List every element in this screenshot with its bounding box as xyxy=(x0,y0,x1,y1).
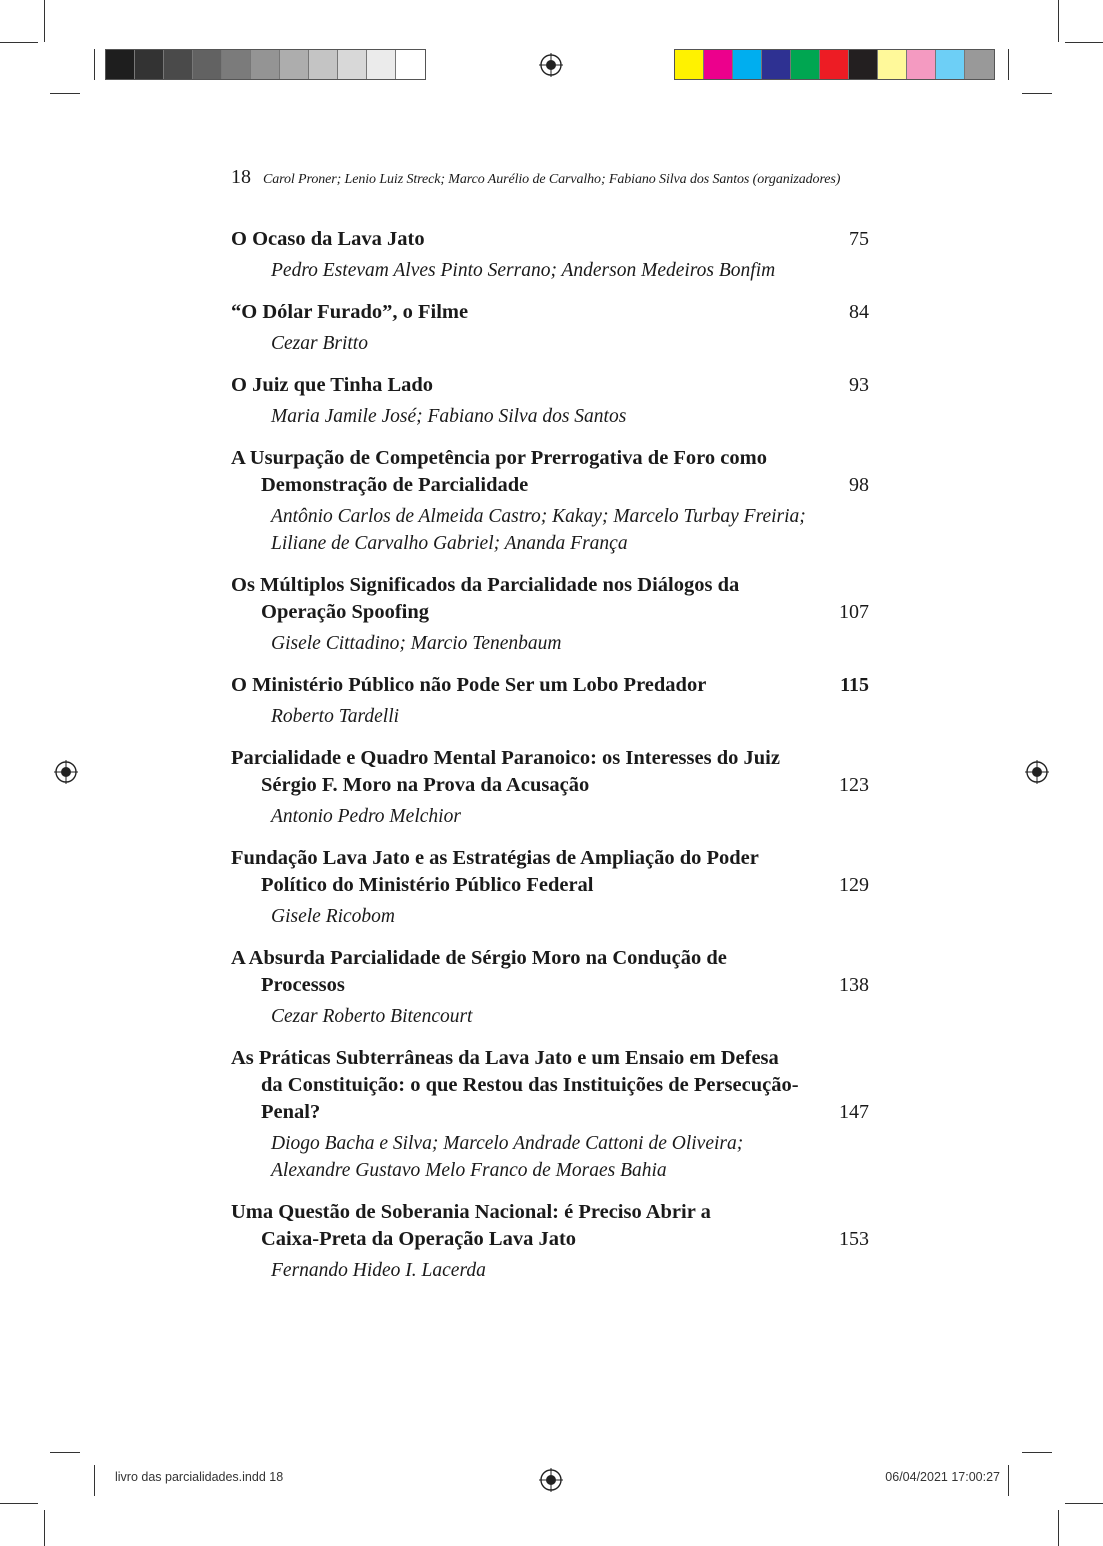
toc-author-line: Diogo Bacha e Silva; Marcelo Andrade Cattoni de Oliveira; xyxy=(271,1133,744,1154)
toc-title-row xyxy=(231,1199,869,1253)
crop-mark xyxy=(1065,1503,1103,1504)
toc-title xyxy=(231,372,809,399)
toc-page-number: 123 xyxy=(839,774,869,796)
toc-author-line: Gisele Cittadino; Marcio Tenenbaum xyxy=(271,633,562,654)
registration-mark-icon xyxy=(539,53,563,77)
crop-mark xyxy=(0,1503,38,1504)
table-of-contents xyxy=(231,226,869,1299)
toc-title-line: Fundação Lava Jato e as Estratégias de Ampliação do Poder xyxy=(231,847,759,869)
color-swatch xyxy=(367,50,396,79)
crop-mark xyxy=(50,1452,80,1453)
toc-page-number: 93 xyxy=(849,374,869,396)
slug-filename: livro das parcialidades.indd 18 xyxy=(115,1470,284,1484)
color-swatch xyxy=(309,50,338,79)
toc-title xyxy=(231,845,809,899)
toc-page-number: 107 xyxy=(839,601,869,623)
toc-title xyxy=(231,445,809,499)
crop-mark xyxy=(1058,1510,1059,1546)
toc-author xyxy=(231,1257,869,1284)
color-swatch xyxy=(820,50,849,79)
color-swatch xyxy=(222,50,251,79)
toc-entry xyxy=(231,1199,869,1284)
color-swatch xyxy=(338,50,367,79)
crop-mark xyxy=(1008,49,1009,80)
color-swatch xyxy=(762,50,791,79)
toc-author-line: Cezar Britto xyxy=(271,333,368,354)
process-color-bar xyxy=(674,49,995,80)
toc-title-row xyxy=(231,945,869,999)
toc-author xyxy=(231,503,869,557)
crop-mark xyxy=(94,1465,95,1496)
toc-title-row xyxy=(231,845,869,899)
toc-author-line: Cezar Roberto Bitencourt xyxy=(271,1006,473,1027)
toc-title-row xyxy=(231,445,869,499)
toc-entry xyxy=(231,445,869,557)
toc-title xyxy=(231,945,809,999)
toc-author xyxy=(231,703,869,730)
toc-title xyxy=(231,745,809,799)
toc-title-line: Parcialidade e Quadro Mental Paranoico: os Interesses do Juiz xyxy=(231,747,780,769)
toc-title-line: da Constituição: o que Restou das Instituições de Persecução- xyxy=(261,1074,799,1096)
toc-author-line: Fernando Hideo I. Lacerda xyxy=(271,1260,486,1281)
toc-page-number: 75 xyxy=(849,228,869,250)
color-swatch xyxy=(164,50,193,79)
registration-mark-icon xyxy=(1025,760,1049,784)
color-swatch xyxy=(396,50,425,79)
crop-mark xyxy=(1022,1452,1052,1453)
color-swatch xyxy=(936,50,965,79)
running-head-authors: Carol Proner; Lenio Luiz Streck; Marco Aurélio de Carvalho; Fabiano Silva dos Santos (organizadores) xyxy=(263,172,841,187)
toc-entry xyxy=(231,299,869,357)
toc-page-number: 147 xyxy=(839,1101,869,1123)
toc-title-line: Demonstração de Parcialidade xyxy=(261,474,529,496)
crop-mark xyxy=(50,93,80,94)
color-swatch xyxy=(704,50,733,79)
toc-author-line: Pedro Estevam Alves Pinto Serrano; Anderson Medeiros Bonfim xyxy=(271,260,776,281)
toc-author xyxy=(231,1003,869,1030)
crop-mark xyxy=(44,0,45,42)
toc-title-line: O Juiz que Tinha Lado xyxy=(231,374,434,396)
toc-page-number: 115 xyxy=(840,674,869,696)
toc-title xyxy=(231,572,809,626)
page-number: 18 xyxy=(231,166,251,188)
color-swatch xyxy=(965,50,994,79)
registration-mark-icon xyxy=(54,760,78,784)
toc-title-line: Os Múltiplos Significados da Parcialidade nos Diálogos da xyxy=(231,574,740,596)
slug-datetime: 06/04/2021 17:00:27 xyxy=(885,1470,1000,1484)
color-swatch xyxy=(675,50,704,79)
color-swatch xyxy=(907,50,936,79)
color-swatch xyxy=(251,50,280,79)
toc-title-row xyxy=(231,572,869,626)
toc-title xyxy=(231,672,809,699)
toc-title-row xyxy=(231,299,869,326)
toc-page-number: 153 xyxy=(839,1228,869,1250)
toc-title xyxy=(231,1199,809,1253)
toc-page-number: 138 xyxy=(839,974,869,996)
toc-author xyxy=(231,1130,869,1184)
toc-title-row xyxy=(231,745,869,799)
crop-mark xyxy=(0,42,38,43)
toc-entry xyxy=(231,745,869,830)
toc-author-line: Roberto Tardelli xyxy=(271,706,400,727)
toc-title-line: Político do Ministério Público Federal xyxy=(261,874,594,896)
toc-title-row xyxy=(231,226,869,253)
color-swatch xyxy=(193,50,222,79)
toc-page-number: 98 xyxy=(849,474,869,496)
toc-title-row xyxy=(231,1045,869,1126)
toc-title xyxy=(231,299,809,326)
toc-author-line: Alexandre Gustavo Melo Franco de Moraes Bahia xyxy=(271,1160,667,1181)
toc-entry xyxy=(231,1045,869,1184)
toc-title-line: Uma Questão de Soberania Nacional: é Preciso Abrir a xyxy=(231,1201,711,1223)
color-swatch xyxy=(849,50,878,79)
toc-title-line: Penal? xyxy=(261,1101,321,1123)
toc-author xyxy=(231,903,869,930)
toc-author xyxy=(231,257,869,284)
toc-page-number: 84 xyxy=(849,301,869,323)
toc-title-line: As Práticas Subterrâneas da Lava Jato e um Ensaio em Defesa xyxy=(231,1047,779,1069)
toc-title-line: O Ministério Público não Pode Ser um Lobo Predador xyxy=(231,674,707,696)
crop-mark xyxy=(1058,0,1059,42)
toc-title-line: “O Dólar Furado”, o Filme xyxy=(231,301,469,323)
toc-entry xyxy=(231,672,869,730)
toc-title xyxy=(231,1045,809,1126)
registration-mark-icon xyxy=(539,1468,563,1492)
running-head xyxy=(231,166,871,189)
grayscale-color-bar xyxy=(105,49,426,80)
toc-author-line: Gisele Ricobom xyxy=(271,906,396,927)
toc-title-line: Operação Spoofing xyxy=(261,601,429,623)
color-swatch xyxy=(106,50,135,79)
toc-entry xyxy=(231,372,869,430)
color-swatch xyxy=(878,50,907,79)
toc-title-line: A Usurpação de Competência por Prerrogativa de Foro como xyxy=(231,447,767,469)
toc-entry xyxy=(231,572,869,657)
color-swatch xyxy=(733,50,762,79)
toc-title-line: O Ocaso da Lava Jato xyxy=(231,228,425,250)
toc-author xyxy=(231,403,869,430)
toc-title-line: A Absurda Parcialidade de Sérgio Moro na Condução de xyxy=(231,947,727,969)
toc-title-line: Processos xyxy=(261,974,345,996)
toc-author-line: Maria Jamile José; Fabiano Silva dos Santos xyxy=(271,406,627,427)
toc-title-row xyxy=(231,372,869,399)
toc-entry xyxy=(231,845,869,930)
toc-title-line: Caixa-Preta da Operação Lava Jato xyxy=(261,1228,577,1250)
crop-mark xyxy=(44,1510,45,1546)
toc-entry xyxy=(231,226,869,284)
color-swatch xyxy=(280,50,309,79)
toc-author-line: Liliane de Carvalho Gabriel; Ananda França xyxy=(271,533,628,554)
toc-author xyxy=(231,330,869,357)
toc-author xyxy=(231,630,869,657)
toc-title xyxy=(231,226,809,253)
toc-author xyxy=(231,803,869,830)
crop-mark xyxy=(1008,1465,1009,1496)
crop-mark xyxy=(1022,93,1052,94)
color-swatch xyxy=(135,50,164,79)
toc-author-line: Antônio Carlos de Almeida Castro; Kakay; Marcelo Turbay Freiria; xyxy=(271,506,806,527)
toc-title-line: Sérgio F. Moro na Prova da Acusação xyxy=(261,774,590,796)
color-swatch xyxy=(791,50,820,79)
crop-mark xyxy=(94,49,95,80)
crop-mark xyxy=(1065,42,1103,43)
toc-title-row xyxy=(231,672,869,699)
toc-page-number: 129 xyxy=(839,874,869,896)
toc-entry xyxy=(231,945,869,1030)
toc-author-line: Antonio Pedro Melchior xyxy=(271,806,461,827)
